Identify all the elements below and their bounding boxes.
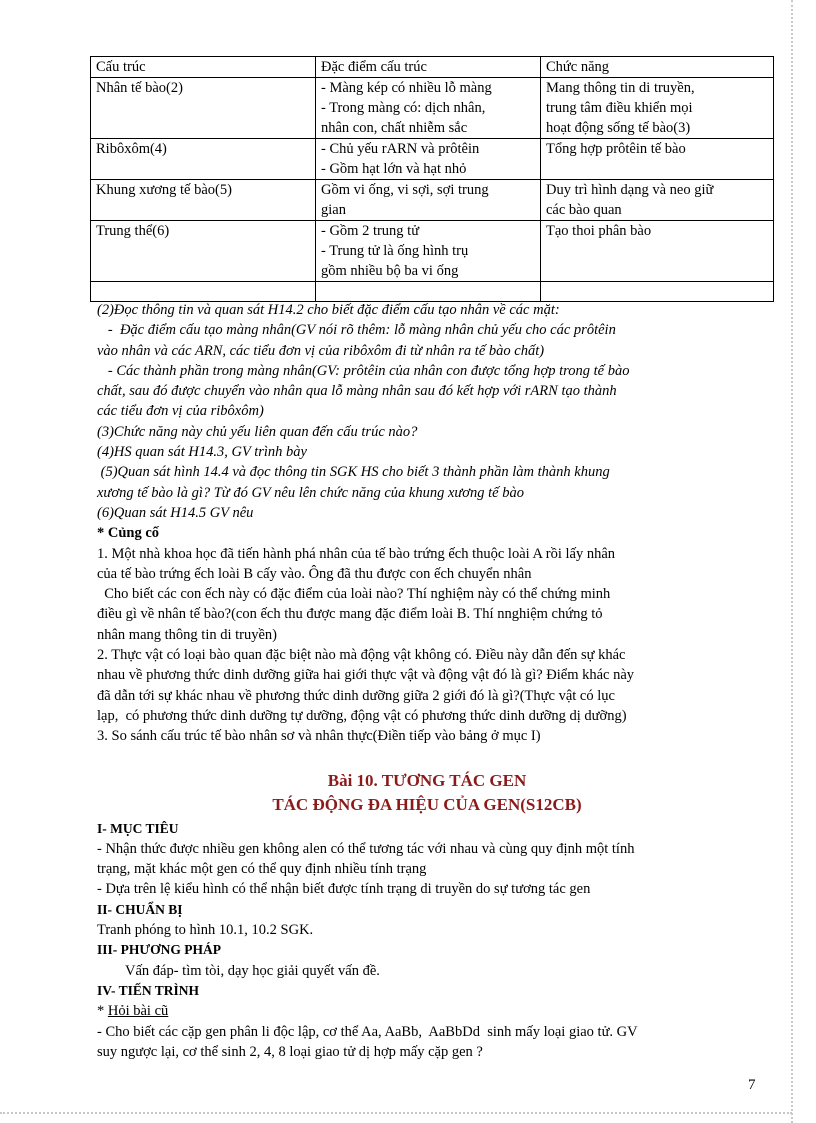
table-cell-function: Tổng hợp prôtêin tế bào	[541, 139, 774, 180]
review-heading	[97, 1001, 757, 1021]
table-cell-features: - Chủ yếu rARN và prôtêin - Gồm hạt lớn và hạt nhỏ	[316, 139, 541, 180]
consolidation-line: điều gì về nhân tế bào?(con ếch thu được mang đặc điểm loài B. Thí nnghiệm chứng tỏ	[97, 606, 603, 623]
lesson-subtitle-bold: TÁC ĐỘNG ĐA HIỆU CỦA GEN	[272, 794, 521, 814]
consolidation-line: 1. Một nhà khoa học đã tiến hành phá nhân của tế bào trứng ếch thuộc loài A rồi lấy nhân	[97, 545, 616, 562]
consolidation-line: lạp, có phương thức dinh dưỡng tự dưỡng, động vật có phương thức dinh dưỡng dị dưỡng)	[97, 707, 627, 724]
lesson-title: Bài 10. TƯƠNG TÁC GEN	[327, 770, 527, 790]
table-cell-function: Tạo thoi phân bào	[541, 221, 774, 282]
table-cell-features: - Màng kép có nhiều lỗ màng - Trong màng có: dịch nhân, nhân con, chất nhiễm sắc	[316, 78, 541, 139]
table-cell-features: - Gồm 2 trung tử - Trung tử là ống hình trụ gồm nhiều bộ ba vi ống	[316, 221, 541, 282]
section-heading: II- CHUẨN BỊ	[97, 901, 183, 917]
note-line: (4)HS quan sát H14.3, GV trình bày	[97, 444, 307, 461]
table-cell-features: Gồm vi ống, vi sợi, sợi trung gian	[316, 180, 541, 221]
section-line: - Nhận thức được nhiều gen không alen có thể tương tác với nhau và cùng quy định một tính	[97, 840, 635, 857]
consolidation-line: 3. So sánh cấu trúc tế bào nhân sơ và nhân thực(Điền tiếp vào bảng ở mục I)	[97, 728, 541, 745]
section-line: Vấn đáp- tìm tòi, dạy học giải quyết vấn đề.	[125, 962, 380, 979]
table-cell-function	[541, 282, 774, 302]
section-line: - Dựa trên lệ kiểu hình có thể nhận biết được tính trạng di truyền do sự tương tác gen	[97, 881, 591, 898]
table-row-empty	[91, 282, 774, 302]
section-heading: I- MỤC TIÊU	[97, 820, 179, 836]
table-header-cell: Đặc điểm cấu trúc	[316, 57, 541, 78]
note-line: (6)Quan sát H14.5 GV nêu	[97, 504, 254, 521]
note-line: (3)Chức năng này chủ yếu liên quan đến cấu trúc nào?	[97, 423, 418, 440]
note-line: - Các thành phần trong màng nhân(GV: prôtêin của nhân con được tổng hợp trong tế bào	[97, 362, 630, 379]
table-cell-structure: Trung thể(6)	[91, 221, 316, 282]
table-cell-features	[316, 282, 541, 302]
table-header-row	[91, 57, 774, 78]
lesson-subtitle-code: (S12CB)	[520, 794, 582, 814]
note-line: - Đặc điểm cấu tạo màng nhân(GV nói rõ thêm: lỗ màng nhân chủ yếu cho các prôtêin	[97, 322, 616, 339]
table-header-cell: Chức năng	[541, 57, 774, 78]
page-border-bottom	[0, 1112, 792, 1114]
review-heading-text: Hỏi bài cũ	[107, 1003, 169, 1020]
note-line: chất, sau đó được chuyển vào nhân qua lỗ màng nhân sau đó kết hợp với rARN tạo thành	[97, 383, 617, 400]
cell-structure-table	[90, 56, 774, 302]
section-line: suy ngược lại, cơ thể sinh 2, 4, 8 loại giao tử dị hợp mấy cặp gen ?	[97, 1043, 483, 1060]
table-row	[91, 139, 774, 180]
section-line: trạng, mặt khác một gen có thể quy định nhiều tính trạng	[97, 861, 427, 878]
note-line: (5)Quan sát hình 14.4 và đọc thông tin SGK HS cho biết 3 thành phần làm thành khung	[97, 464, 610, 481]
consolidation-line: đã dẫn tới sự khác nhau về phương thức dinh dưỡng giữa 2 giới đó là gì?(Thực vật có lục	[97, 687, 615, 704]
table-cell-structure	[91, 282, 316, 302]
table-header-cell: Cấu trúc	[91, 57, 316, 78]
teacher-notes	[97, 300, 757, 523]
table-row	[91, 221, 774, 282]
consolidation-heading: * Củng cố	[97, 525, 160, 542]
note-line: các tiểu đơn vị của ribôxôm)	[97, 403, 264, 420]
review-bullet: *	[97, 1003, 108, 1020]
consolidation-line: nhân mang thông tin di truyền)	[97, 626, 278, 643]
table-row	[91, 180, 774, 221]
note-line: xương tế bào là gì? Từ đó GV nêu lên chức năng của khung xương tế bào	[97, 484, 524, 501]
section-line: - Cho biết các cặp gen phân li độc lập, cơ thể Aa, AaBb, AaBbDd sinh mấy loại giao tử. GV	[97, 1023, 638, 1040]
note-line: (2)Đọc thông tin và quan sát H14.2 cho biết đặc điểm cấu tạo nhân về các mặt:	[97, 302, 560, 318]
note-line: vào nhân và các ARN, các tiểu đơn vị của ribôxôm đi từ nhân ra tế bào chất)	[97, 342, 545, 359]
table-cell-structure: Nhân tế bào(2)	[91, 78, 316, 139]
table-cell-function: Mang thông tin di truyền, trung tâm điều khiển mọi hoạt động sống tế bào(3)	[541, 78, 774, 139]
section-line: Tranh phóng to hình 10.1, 10.2 SGK.	[97, 922, 314, 939]
table-cell-function: Duy trì hình dạng và neo giữ các bào quan	[541, 180, 774, 221]
consolidation-line: Cho biết các con ếch này có đặc điểm của loài nào? Thí nghiệm này có thể chứng minh	[97, 586, 611, 603]
document-body	[97, 300, 757, 1062]
table-cell-structure: Ribôxôm(4)	[91, 139, 316, 180]
consolidation-line: nhau về phương thức dinh dưỡng giữa hai giới thực vật và động vật đó là gì? Điểm khác này	[97, 667, 635, 684]
table-cell-structure: Khung xương tế bào(5)	[91, 180, 316, 221]
lesson-subtitle	[97, 793, 757, 817]
table-row	[91, 78, 774, 139]
page-number: 7	[748, 1077, 756, 1093]
section-heading: IV- TIẾN TRÌNH	[97, 982, 200, 998]
section-heading: III- PHƯƠNG PHÁP	[97, 942, 221, 958]
consolidation-line: của tế bào trứng ếch loài B cấy vào. Ông đã thu được con ếch chuyển nhân	[97, 565, 532, 582]
page-border-right	[791, 0, 793, 1123]
consolidation-line: 2. Thực vật có loại bào quan đặc biệt nào mà động vật không có. Điều này dẫn đến sự khác	[97, 647, 626, 664]
